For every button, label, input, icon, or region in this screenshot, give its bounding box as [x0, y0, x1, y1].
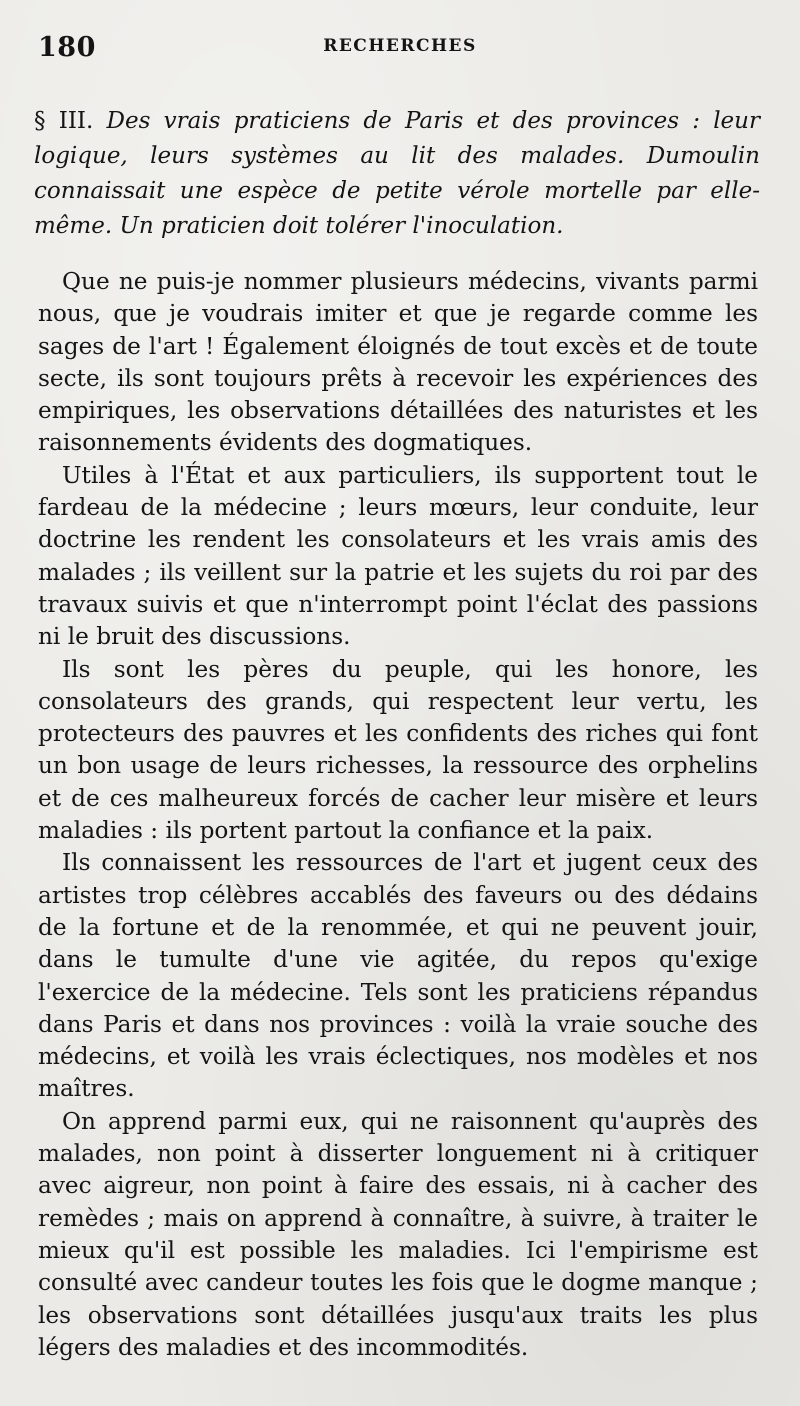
running-head	[38, 28, 762, 68]
paragraph-4: Ils connaissent les ressources de l'art et jugent ceux des artistes trop célèbres accablés des faveurs ou des dédains de la fortune et de la renommée, et qui ne peuvent jouir, dans le tumulte d'une vie agitée, du repos qu'exige l'exercice de la médecine. Tels sont les praticiens répandus dans Paris et dans nos provinces : voilà la vraie souche des médecins, et voilà les vrais éclectiques, nos modèles et nos maîtres.	[38, 849, 758, 1103]
paragraph-5: On apprend parmi eux, qui ne raisonnent qu'auprès des malades, non point à disserter longuement ni à critiquer avec aigreur, non point à faire des essais, ni à cacher des remèdes ; mais on apprend à connaître, à suivre, à traiter le mieux qu'il est possible les maladies. Ici l'empirisme est consulté avec candeur toutes les fois que le dogme manque ; les observations sont détaillées jusqu'aux traits les plus légers des maladies et des incommodités.	[38, 1107, 758, 1361]
paragraph-2: Utiles à l'État et aux particuliers, ils supportent tout le fardeau de la médecine ; leurs mœurs, leur conduite, leur doctrine les rendent les consolateurs et les vrais amis des malades ; ils veillent sur la patrie et les sujets du roi par des travaux suivis et que n'interrompt point l'éclat des passions ni le bruit des discussions.	[38, 461, 758, 651]
section-number: § III.	[34, 108, 94, 134]
body-text	[38, 266, 758, 1364]
running-title: RECHERCHES	[323, 36, 477, 56]
paragraph-1: Que ne puis-je nommer plusieurs médecins, vivants parmi nous, que je voudrais imiter et que je regarde comme les sages de l'art ! Également éloignés de tout excès et de toute secte, ils sont toujours prêts à recevoir les expériences des empiriques, les observations détaillées des naturistes et les raisonnements évidents des dogmatiques.	[38, 268, 758, 457]
section-heading-text: Des vrais praticiens de Paris et des provinces : leur logique, leurs systèmes au lit des malades. Dumoulin connaissait une espèce de petite vérole mortelle par elle-même. Un praticien doit tolérer l'inoculation.	[34, 108, 760, 239]
page-number: 180	[38, 32, 96, 63]
section-heading	[34, 104, 760, 244]
paragraph-3: Ils sont les pères du peuple, qui les honore, les consolateurs des grands, qui respectent leur vertu, les protecteurs des pauvres et les confidents des riches qui font un bon usage de leurs richesses, la ressource des orphelins et de ces malheureux forcés de cacher leur misère et leurs maladies : ils portent partout la confiance et la paix.	[38, 655, 758, 845]
